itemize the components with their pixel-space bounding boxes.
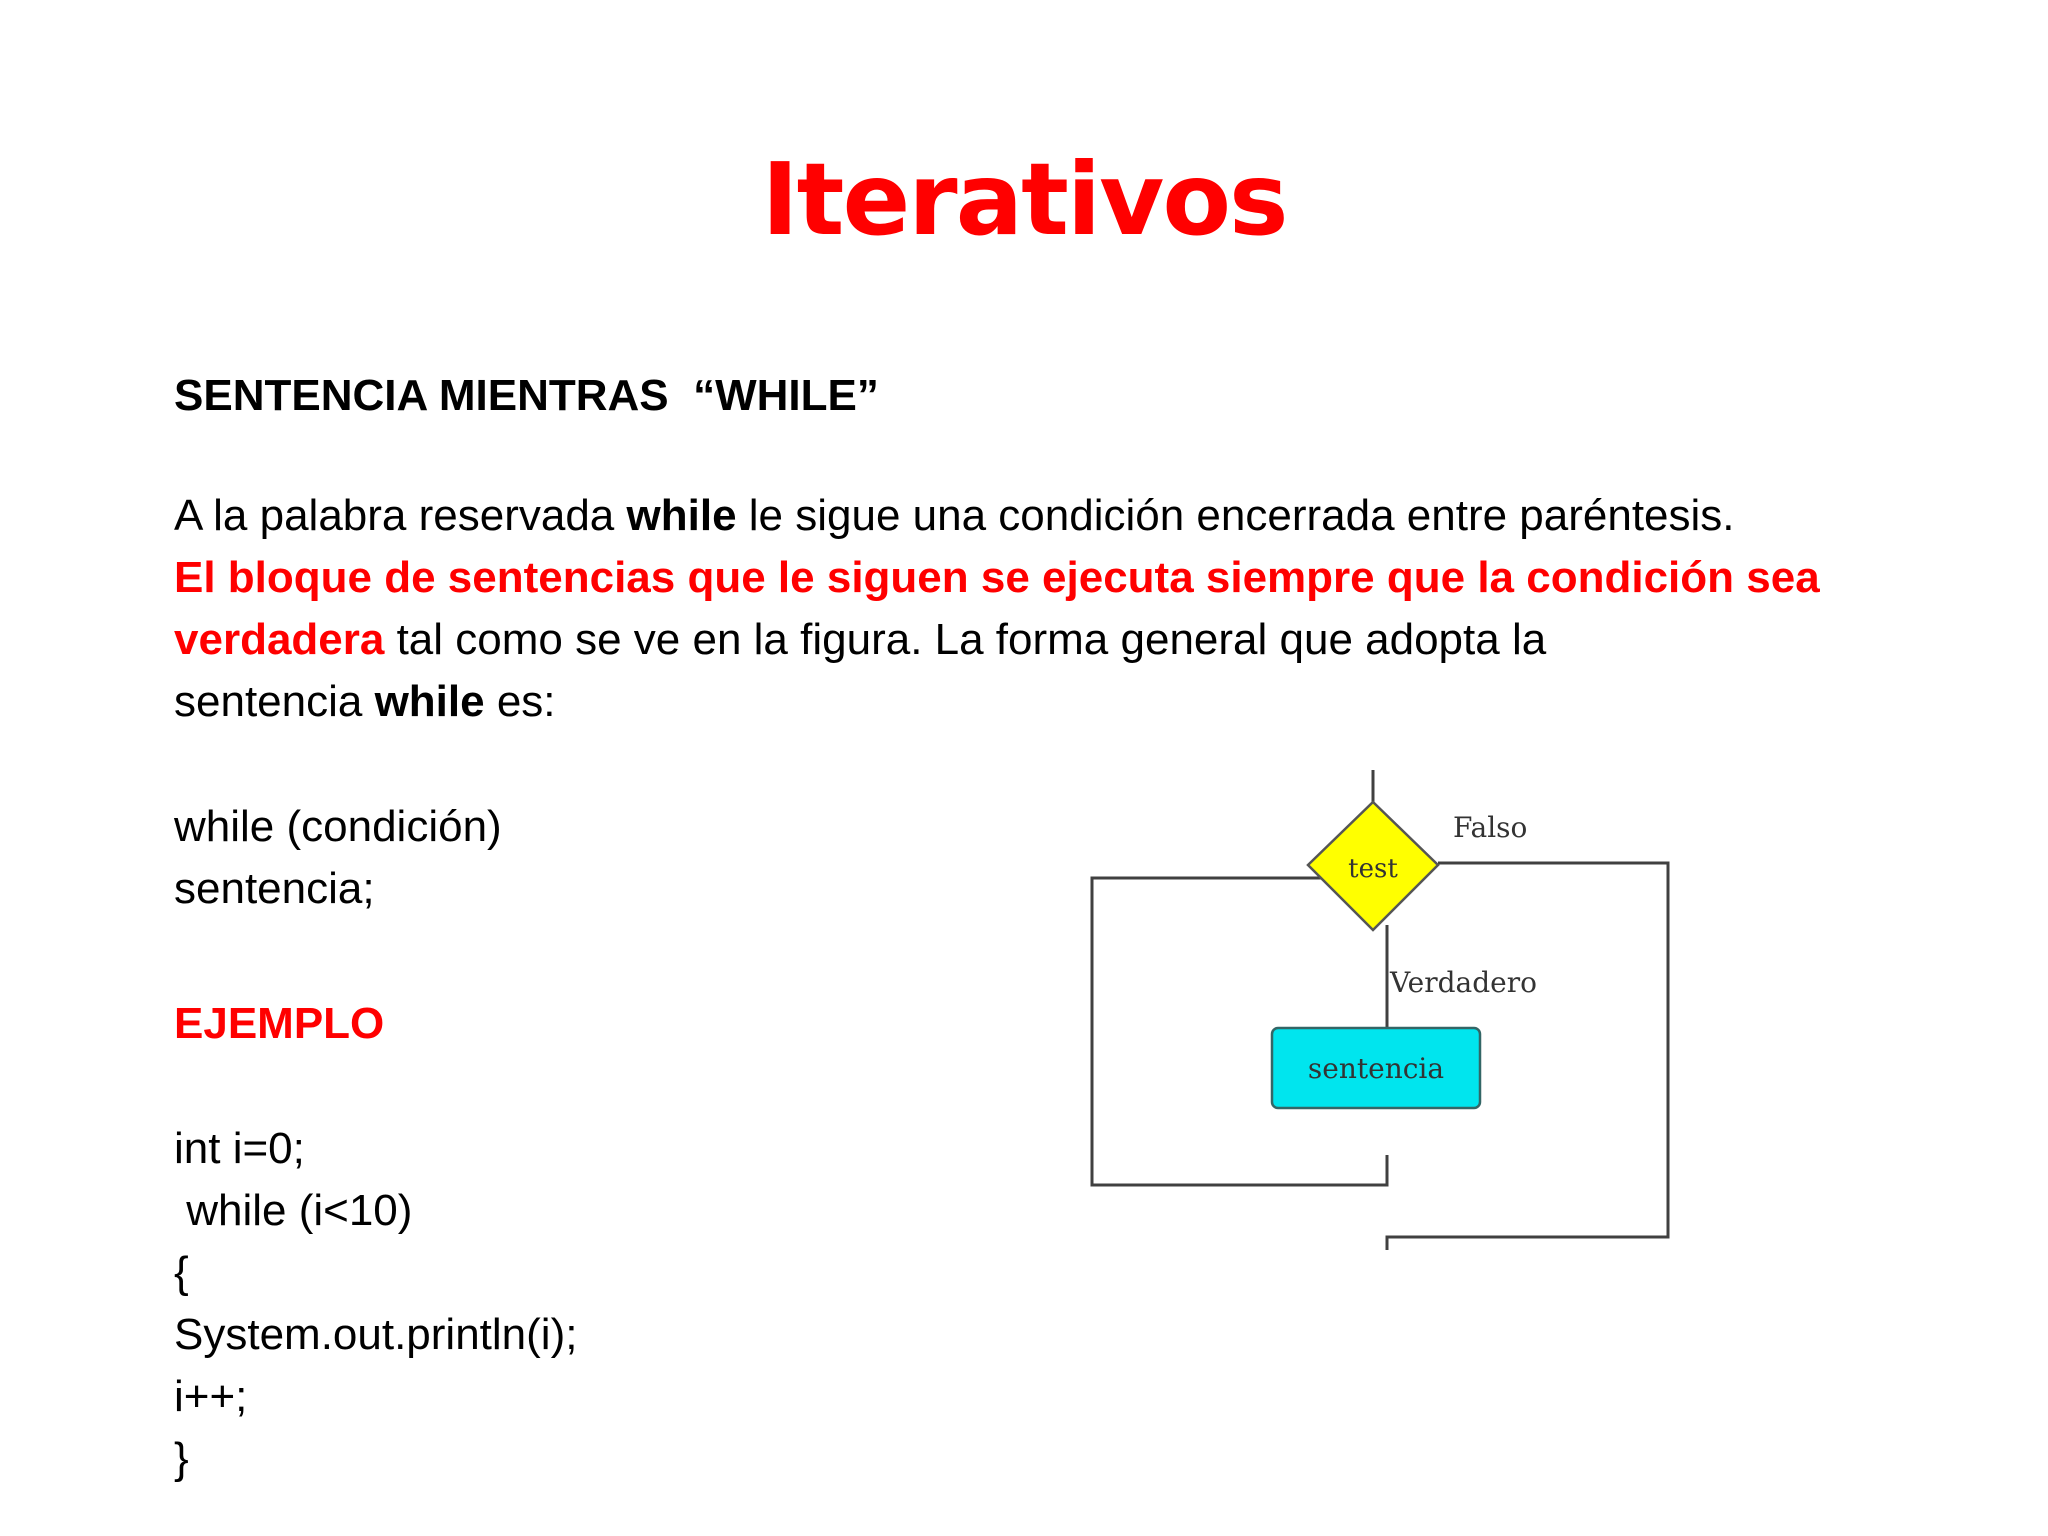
section-heading: SENTENCIA MIENTRAS “WHILE” [174, 371, 879, 420]
paragraph-line-1 [174, 485, 1894, 547]
paragraph-line-3 [174, 609, 1894, 671]
syntax-line: while (condición) [174, 802, 502, 851]
code-line: } [174, 1434, 189, 1483]
example-heading: EJEMPLO [174, 999, 385, 1048]
description-paragraph [174, 485, 1894, 733]
true-label: Verdadero [1390, 966, 1537, 999]
paragraph-text: es: [484, 677, 556, 726]
syntax-line: sentencia; [174, 864, 375, 913]
paragraph-text: le sigue una condición encerrada entre paréntesis. [736, 491, 1735, 540]
paragraph-line-2 [174, 547, 1894, 609]
code-line: System.out.println(i); [174, 1310, 578, 1359]
code-line: while (i<10) [174, 1186, 413, 1235]
paragraph-text: sentencia [174, 677, 375, 726]
keyword-while: while [626, 491, 737, 540]
syntax-block [174, 796, 502, 920]
code-line: i++; [174, 1372, 248, 1421]
slide-title: Iterativos [761, 141, 1287, 258]
code-line: int i=0; [174, 1124, 305, 1173]
keyword-while: while [374, 677, 485, 726]
test-label: test [1348, 854, 1398, 884]
false-label: Falso [1453, 811, 1528, 844]
while-flowchart [1080, 760, 1680, 1250]
paragraph-text: A la palabra reservada [174, 491, 627, 540]
paragraph-line-4 [174, 671, 1894, 733]
code-line: { [174, 1248, 189, 1297]
highlighted-text: verdadera [174, 615, 385, 664]
highlighted-text: El bloque de sentencias que le siguen se ejecuta siempre que la condición sea [174, 553, 1820, 602]
statement-label: sentencia [1307, 1052, 1445, 1085]
paragraph-text: tal como se ve en la figura. La forma general que adopta la [384, 615, 1547, 664]
code-example [174, 1118, 577, 1490]
